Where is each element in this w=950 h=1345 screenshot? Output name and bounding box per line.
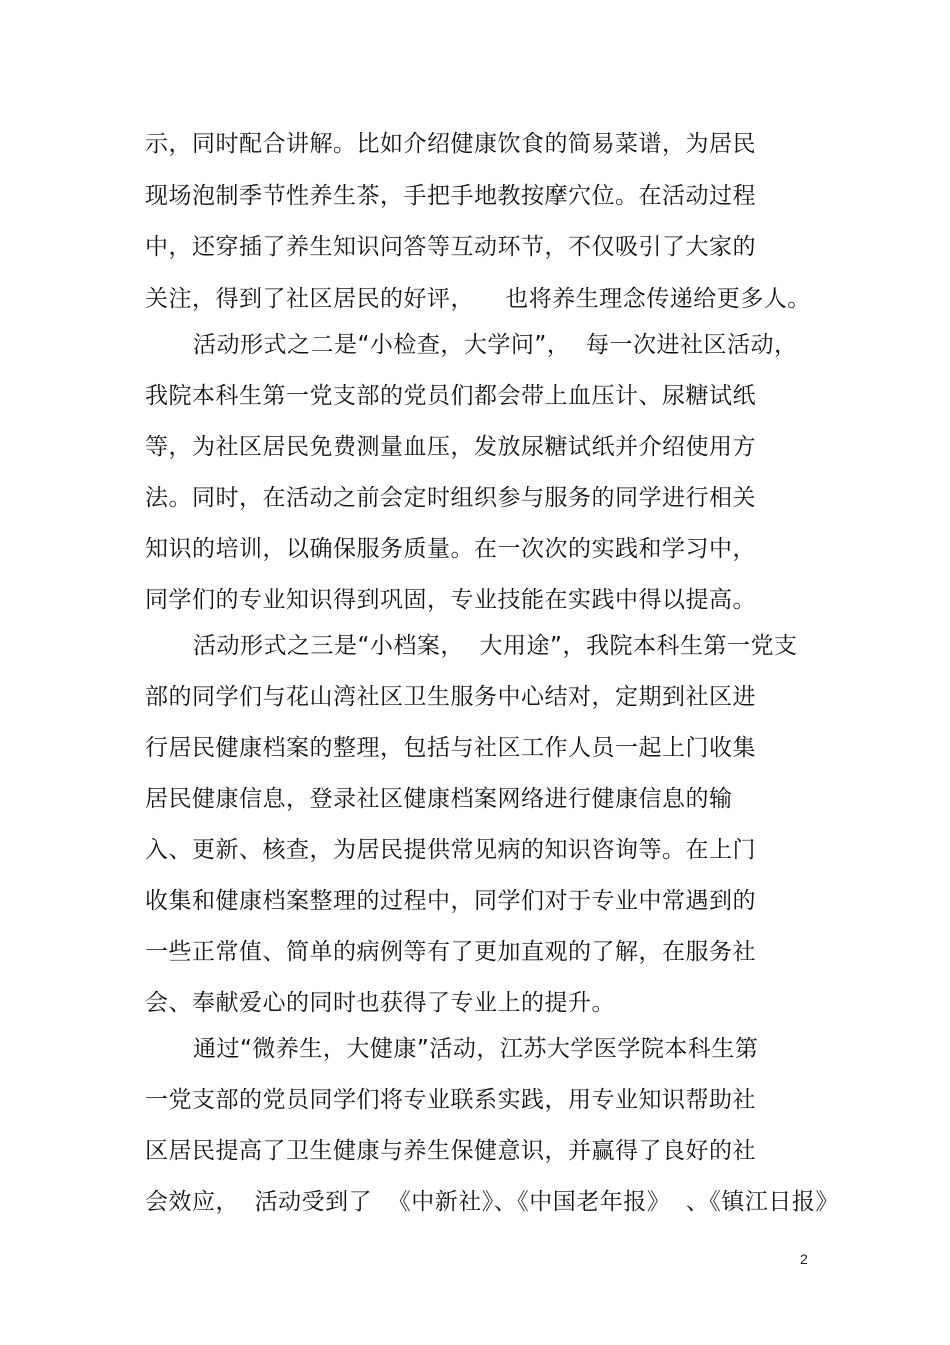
text-line: 现场泡制季节性养生茶，手把手地教按摩穴位。在活动过程: [145, 183, 756, 209]
text-line: 关注，得到了社区居民的好评， 也将养生理念传递给更多人。: [145, 286, 811, 312]
text-line: 行居民健康档案的整理，包括与社区工作人员一起上门收集: [145, 735, 756, 761]
text-line: 区居民提高了卫生健康与养生保健意识，并赢得了良好的社: [145, 1138, 756, 1164]
text-line: 中，还穿插了养生知识问答等互动环节，不仅吸引了大家的: [145, 234, 756, 260]
paragraph-start-line: 活动形式之二是“小检查，大学问”， 每一次进社区活动，: [193, 332, 798, 358]
text-line: 知识的培训，以确保服务质量。在一次次的实践和学习中，: [145, 536, 756, 562]
text-line: 一些正常值、简单的病例等有了更加直观的了解，在服务社: [145, 939, 756, 965]
text-line: 一党支部的党员同学们将专业联系实践，用专业知识帮助社: [145, 1087, 756, 1113]
text-line: 会、奉献爱心的同时也获得了专业上的提升。: [145, 990, 615, 1016]
text-line: 示，同时配合讲解。比如介绍健康饮食的简易菜谱，为居民: [145, 131, 756, 157]
text-line: 会效应， 活动受到了 《中新社》、《中国老年报》 、《镇江日报》: [145, 1189, 839, 1215]
text-line: 等，为社区居民免费测量血压，发放尿糖试纸并介绍使用方: [145, 434, 756, 460]
page-number: 2: [800, 1251, 808, 1267]
text-line: 法。同时，在活动之前会定时组织参与服务的同学进行相关: [145, 485, 756, 511]
text-line: 我院本科生第一党支部的党员们都会带上血压计、尿糖试纸: [145, 383, 756, 409]
paragraph-start-line: 通过“微养生，大健康”活动，江苏大学医学院本科生第: [193, 1036, 759, 1062]
text-line: 入、更新、核查，为居民提供常见病的知识咨询等。在上门: [145, 837, 756, 863]
text-line: 居民健康信息，登录社区健康档案网络进行健康信息的输: [145, 786, 733, 812]
text-line: 同学们的专业知识得到巩固，专业技能在实践中得以提高。: [145, 587, 756, 613]
text-line: 收集和健康档案整理的过程中，同学们对于专业中常遇到的: [145, 888, 756, 914]
paragraph-start-line: 活动形式之三是“小档案， 大用途”，我院本科生第一党支: [193, 633, 798, 659]
text-line: 部的同学们与花山湾社区卫生服务中心结对，定期到社区进: [145, 684, 756, 710]
